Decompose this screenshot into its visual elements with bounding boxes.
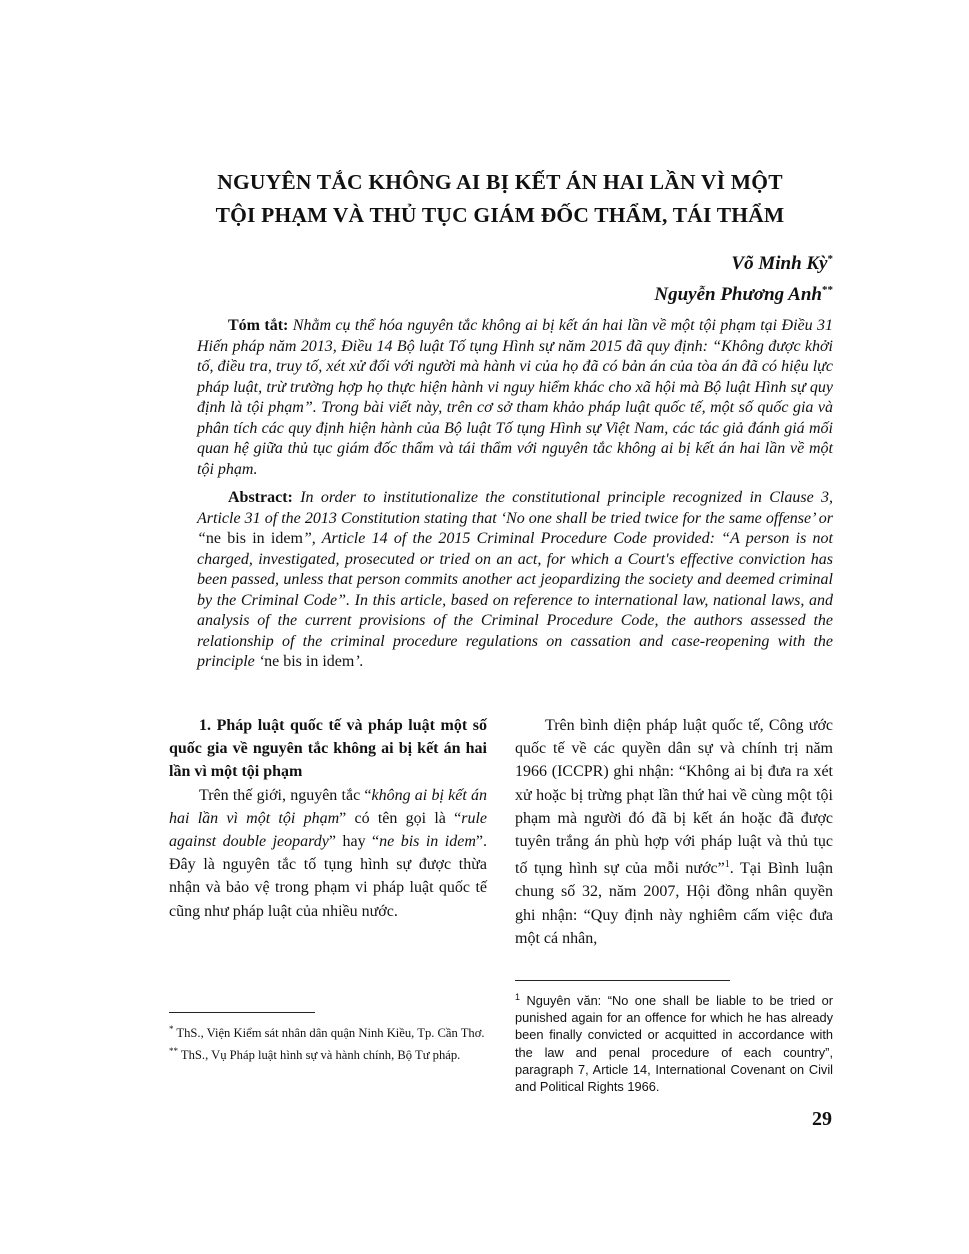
s1-text-a: Trên thế giới, nguyên tắc “ (199, 786, 372, 804)
footnote-author-2 (169, 1043, 487, 1064)
author-footnotes (169, 1021, 487, 1064)
abstract-en-text-3: ’. (354, 653, 364, 670)
author-1 (654, 246, 833, 277)
footnote-1 (515, 989, 833, 1095)
footnote-ref-1[interactable]: 1 (724, 859, 730, 871)
author-2 (654, 277, 833, 308)
footnote-author-1-mark: * (169, 1024, 174, 1034)
abstract-en-term-1: ne bis in idem (205, 530, 303, 547)
title-line-1: NGUYÊN TẮC KHÔNG AI BỊ KẾT ÁN HAI LẦN VÌ MỘT (217, 170, 783, 194)
section-1-paragraph (169, 784, 487, 923)
footnote-author-1 (169, 1021, 487, 1042)
footnote-1-text: Nguyên văn: “No one shall be liable to be tried or punished again for an offence for which he has already been finally convicted or acquitted in accordance with the law and penal procedure of each country”, paragraph 7, Article 14, International Covenant on Civil and Political Rights 1966. (515, 993, 833, 1095)
footnote-author-2-text: ThS., Vụ Pháp luật hình sự và hành chính, Bộ Tư pháp. (178, 1047, 461, 1062)
abstract-en-text-2: ”, Article 14 of the 2015 Criminal Procedure Code provided: “A person is not charged, investigated, prosecuted or tried on an act, for which a Court's effective conviction has been passed, unless that person commits another act jeopardizing the society and deemed criminal by the Criminal Code”. In this article, based on reference to international law, national laws, and analysis of the current provisions of the Criminal Procedure Code, the authors assessed the relationship of the criminal procedure regulations on cassation and case-reopening with the principle ‘ (197, 530, 833, 670)
footnote-divider-left (169, 1012, 315, 1013)
footnote-author-2-mark: ** (169, 1045, 178, 1056)
footnote-1-mark: 1 (515, 992, 521, 1002)
author-2-mark: ** (822, 284, 833, 296)
author-list (654, 246, 833, 308)
s1-italic-f: ne bis in idem (379, 833, 476, 851)
abstract-en-text-1: In order to institutionalize the constitutional principle recognized in Clause 3, Article 31 of the 2013 Constitution stating that ‘No one shall be tried twice for the same offense’ or “ (197, 489, 833, 547)
left-column (169, 714, 487, 923)
abstract-vi-label: Tóm tắt: (228, 317, 289, 334)
s1-text-g: ”. Đây là nguyên tắc tố tụng hình sự được thừa nhận và bảo vệ trong phạm vi pháp luật quốc tế cũng như pháp luật của nhiều nước. (169, 833, 487, 920)
abstract-english (197, 488, 833, 673)
s1-italic-d: rule against double jeopardy (169, 809, 487, 851)
right-column (515, 714, 833, 950)
title-line-2: TỘI PHẠM VÀ THỦ TỤC GIÁM ĐỐC THẨM, TÁI THẨM (215, 203, 785, 227)
abstract-en-term-2: ne bis in idem (264, 653, 355, 670)
author-1-name: Võ Minh Kỳ (731, 253, 828, 274)
s1-text-c: ” có tên gọi là “ (339, 809, 462, 827)
s1-italic-b: không ai bị kết án hai lần vì một tội phạm (169, 786, 487, 827)
author-1-mark: * (827, 253, 833, 265)
page-number: 29 (812, 1108, 832, 1130)
footnote-divider-right (515, 980, 730, 981)
author-2-name: Nguyễn Phương Anh (654, 284, 822, 305)
right-text-b: . Tại Bình luận chung số 32, năm 2007, Hội đồng nhân quyền ghi nhận: “Quy định này nghiêm cấm việc đưa một cá nhân, (515, 860, 833, 947)
right-text-a: Trên bình diện pháp luật quốc tế, Công ước quốc tế về các quyền dân sự và chính trị năm 1966 (ICCPR) ghi nhận: “Không ai bị đưa ra xét xử hoặc bị trừng phạt lần thứ hai về cùng một tội phạm mà người đó đã bị kết án hoặc đã được tuyên trắng án phù hợp với pháp luật và thủ tục tố tụng hình sự của mỗi nước” (515, 717, 833, 878)
s1-text-e: ” hay “ (328, 833, 380, 851)
abstract-vietnamese (197, 316, 833, 480)
footnote-author-1-text: ThS., Viện Kiểm sát nhân dân quận Ninh Kiều, Tp. Cần Thơ. (173, 1026, 485, 1040)
article-title (120, 166, 880, 232)
right-paragraph (515, 714, 833, 950)
section-1-heading: 1. Pháp luật quốc tế và pháp luật một số quốc gia về nguyên tắc không ai bị kết án hai lần vì một tội phạm (169, 717, 487, 781)
abstract-vi-text: Nhằm cụ thể hóa nguyên tắc không ai bị kết án hai lần về một tội phạm tại Điều 31 Hiến pháp năm 2013, Điều 14 Bộ luật Tố tụng Hình sự năm 2015 đã quy định: “Không được khởi tố, điều tra, truy tố, xét xử đối với người mà hành vi của họ đã có bản án của tòa án đã có hiệu lực pháp luật, trừ trường hợp họ thực hiện hành vi nguy hiểm khác cho xã hội mà Bộ luật Hình sự quy định là tội phạm”. Trong bài viết này, trên cơ sở tham khảo pháp luật quốc tế, một số quốc gia và phân tích các quy định hiện hành của Bộ luật Tố tụng Hình sự Việt Nam, các tác giả đánh giá mối quan hệ giữa thủ tục giám đốc thẩm và tái thẩm với nguyên tắc không ai bị kết án hai lần về một tội phạm. (197, 317, 834, 478)
abstract-en-label: Abstract: (228, 489, 293, 506)
